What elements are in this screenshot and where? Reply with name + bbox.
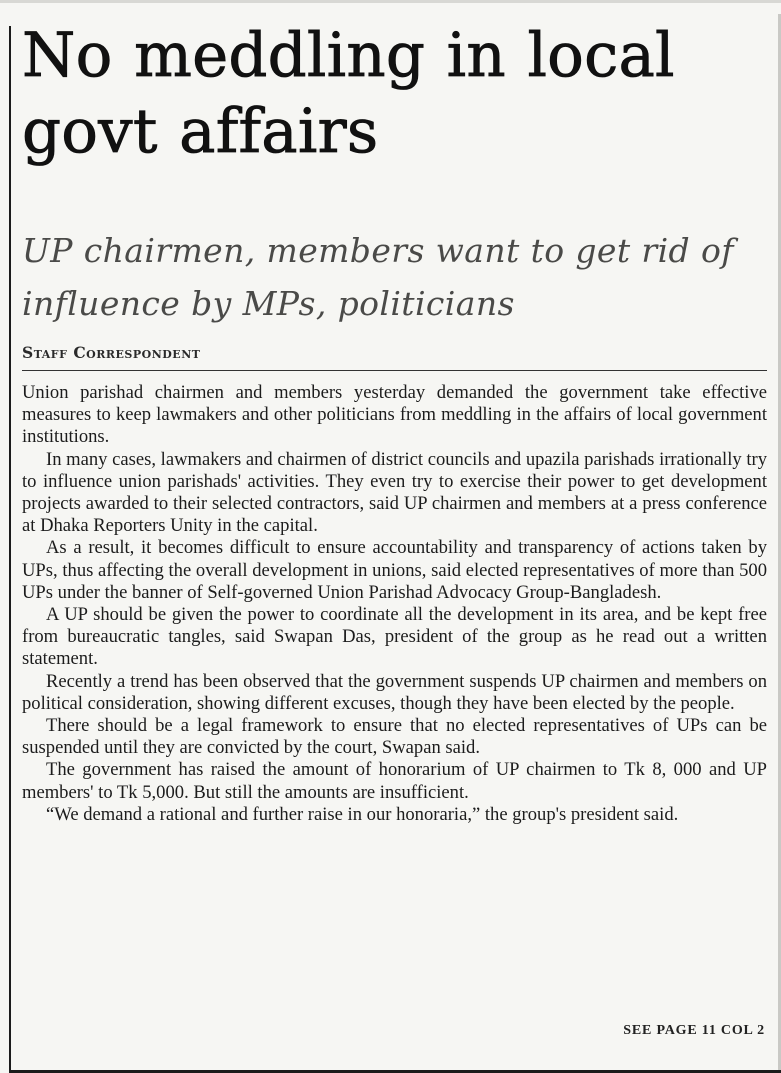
paragraph: There should be a legal framework to ensure that no elected representatives of UPs can be suspended until they are convicted by the court, Swapan said. xyxy=(22,715,767,759)
continuation-note: SEE PAGE 11 COL 2 xyxy=(623,1023,765,1038)
paragraph: Recently a trend has been observed that the government suspends UP chairmen and members on political consideration, showing different excuses, though they have been elected by the people. xyxy=(22,670,767,714)
subheadline: UP chairmen, members want to get rid of influence by MPs, politicians xyxy=(22,231,734,323)
left-column-rule xyxy=(9,26,11,1073)
byline-divider xyxy=(22,370,767,371)
byline: Staff Correspondent xyxy=(22,343,201,362)
paragraph: Union parishad chairmen and members yesterday demanded the government take effective measures to keep lawmakers and other politicians from meddling in the affairs of local government institutions. xyxy=(22,382,767,448)
top-edge xyxy=(0,0,781,3)
headline: No meddling in local govt affairs xyxy=(22,20,675,167)
paragraph: As a result, it becomes difficult to ensure accountability and transparency of actions taken by UPs, thus affecting the overall development in unions, said elected representatives of more than 500 UPs under the banner of Self-governed Union Parishad Advocacy Group-Bangladesh. xyxy=(22,537,767,603)
paragraph: The government has raised the amount of honorarium of UP chairmen to Tk 8, 000 and UP members' to Tk 5,000. But still the amounts are insufficient. xyxy=(22,759,767,803)
paragraph: A UP should be given the power to coordinate all the development in its area, and be kept free from bureaucratic tangles, said Swapan Das, president of the group as he read out a written statement. xyxy=(22,604,767,670)
paragraph: In many cases, lawmakers and chairmen of district councils and upazila parishads irrationally try to influence union parishads' activities. They even try to exercise their power to get development projects awarded to their selected contractors, said UP chairmen and members at a press conference at Dhaka Reporters Unity in the capital. xyxy=(22,448,767,537)
paragraph: “We demand a rational and further raise in our honoraria,” the group's president said. xyxy=(46,803,679,825)
article-body xyxy=(22,382,767,826)
